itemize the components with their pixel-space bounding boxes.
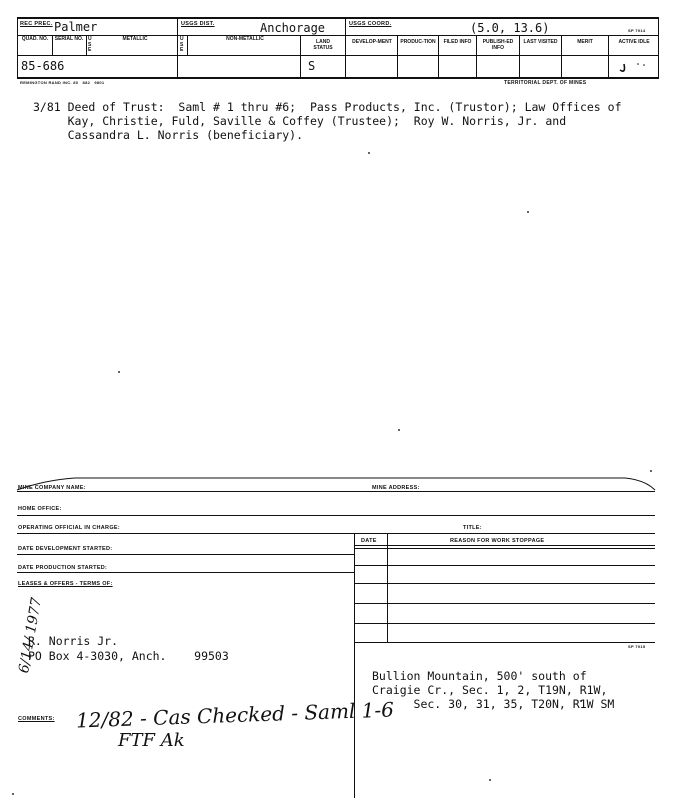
handwritten-side-note: 6/14/ 1977 bbox=[16, 596, 46, 675]
usgs-coord-label: USGS COORD. bbox=[349, 21, 392, 27]
col-published-info: PUBLISH-ED INFO bbox=[482, 39, 514, 51]
usgs-coord-value: (5.0, 13.6) bbox=[470, 21, 550, 35]
col-filed-info: FILED INFO bbox=[443, 39, 472, 45]
col-quad-no: QUAD. NO. bbox=[21, 36, 49, 42]
deed-line-2: Kay, Christie, Fuld, Saville & Coffey (Trustee); Roy W. Norris, Jr. and bbox=[33, 114, 567, 128]
deed-line-3: Cassandra L. Norris (beneficiary). bbox=[33, 128, 304, 142]
land-status-value: S bbox=[308, 59, 316, 73]
date-development-label: DATE DEVELOPMENT STARTED: bbox=[18, 546, 113, 552]
handwritten-comment: 12/82 - Cas Checked - Saml 1-6 bbox=[75, 697, 395, 733]
mine-address-label: MINE ADDRESS: bbox=[372, 485, 420, 491]
date-label: DATE bbox=[361, 538, 377, 544]
leases-label: LEASES & OFFERS - TERMS OF: bbox=[18, 581, 113, 587]
active-idle-mark bbox=[612, 58, 656, 76]
col-development: DEVELOP-MENT bbox=[352, 39, 392, 45]
owner-line-2: PO Box 4-3030, Anch. 99503 bbox=[28, 649, 229, 663]
usgs-dist-label: USGS DIST. bbox=[181, 21, 215, 27]
date-production-label: DATE PRODUCTION STARTED: bbox=[18, 565, 108, 571]
col-metallic: METALLIC bbox=[122, 36, 148, 42]
printer-line: REMINGTON RAND INC. 80 882 9801 bbox=[20, 80, 105, 85]
form-number-bottom: SP 7915 bbox=[628, 644, 646, 649]
col-serial-no: SERIAL NO. bbox=[54, 36, 84, 42]
operating-official-label: OPERATING OFFICIAL IN CHARGE: bbox=[18, 525, 120, 531]
col-active-idle: ACTIVE IDLE bbox=[618, 39, 650, 45]
rec-prec-value: Palmer bbox=[54, 20, 98, 34]
rec-prec-label: REC PREC. bbox=[20, 21, 53, 27]
deed-line-1: 3/81 Deed of Trust: Saml # 1 thru #6; Pass Products, Inc. (Trustor); Law Offices of bbox=[33, 100, 622, 114]
usgs-dist-value: Anchorage bbox=[260, 21, 326, 35]
title-label: TITLE: bbox=[463, 525, 482, 531]
col-merit: MERIT bbox=[577, 39, 593, 45]
col-last-visited: LAST VISITED bbox=[523, 39, 558, 45]
col-nonmetallic: NON-METALLIC bbox=[226, 36, 264, 42]
reason-label: REASON FOR WORK STOPPAGE bbox=[450, 538, 545, 544]
mine-company-name-label: MINE COMPANY NAME: bbox=[18, 485, 86, 491]
department-label: TERRITORIAL DEPT. OF MINES bbox=[504, 80, 587, 86]
col-nonmetallic-code: U S E bbox=[180, 36, 184, 53]
comments-label: COMMENTS: bbox=[18, 716, 55, 722]
location-line-3: Sec. 30, 31, 35, T20N, R1W SM bbox=[372, 697, 615, 711]
owner-line-1: R. Norris Jr. bbox=[28, 634, 119, 648]
location-line-2: Craigie Cr., Sec. 1, 2, T19N, R1W, bbox=[372, 683, 608, 697]
location-line-1: Bullion Mountain, 500' south of bbox=[372, 669, 587, 683]
quad-serial-value: 85-686 bbox=[21, 59, 65, 73]
handwritten-initials: FTF Ak bbox=[118, 730, 185, 751]
col-production: PRODUC-TION bbox=[400, 39, 436, 45]
col-land-status: LAND STATUS bbox=[313, 39, 333, 51]
form-number-top: SP 7914 bbox=[628, 28, 646, 33]
home-office-label: HOME OFFICE: bbox=[18, 506, 62, 512]
col-metallic-code: U S E bbox=[88, 36, 92, 53]
